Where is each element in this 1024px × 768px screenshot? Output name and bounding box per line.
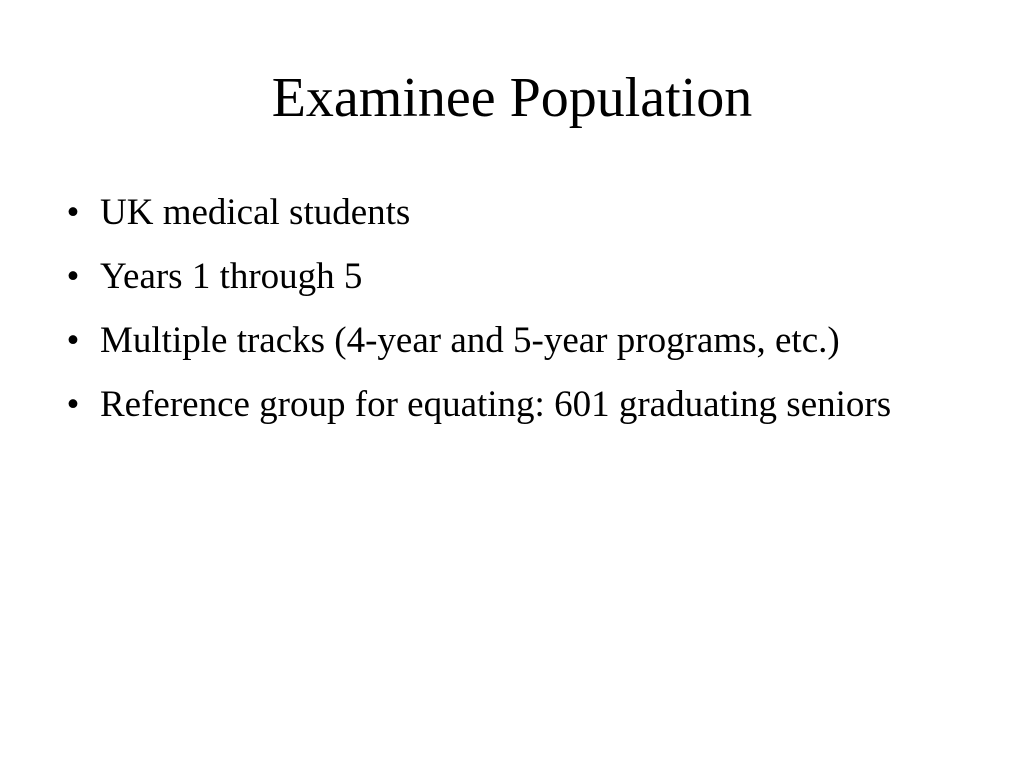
bullet-dot-icon: • <box>66 192 80 233</box>
bullet-text: Multiple tracks (4-year and 5-year programs, etc.) <box>100 320 840 361</box>
bullet-text: Reference group for equating: 601 graduating seniors <box>100 384 892 425</box>
bullet-item <box>58 382 958 428</box>
bullet-item <box>58 254 958 300</box>
bullet-text: Years 1 through 5 <box>100 256 363 297</box>
bullet-dot-icon: • <box>66 384 80 425</box>
bullet-dot-icon: • <box>66 320 80 361</box>
slide-title: Examinee Population <box>271 67 753 129</box>
bullet-item <box>58 318 958 364</box>
bullet-text: UK medical students <box>100 192 411 233</box>
bullet-list <box>58 190 958 446</box>
bullet-dot-icon: • <box>66 256 80 297</box>
bullet-item <box>58 190 958 236</box>
